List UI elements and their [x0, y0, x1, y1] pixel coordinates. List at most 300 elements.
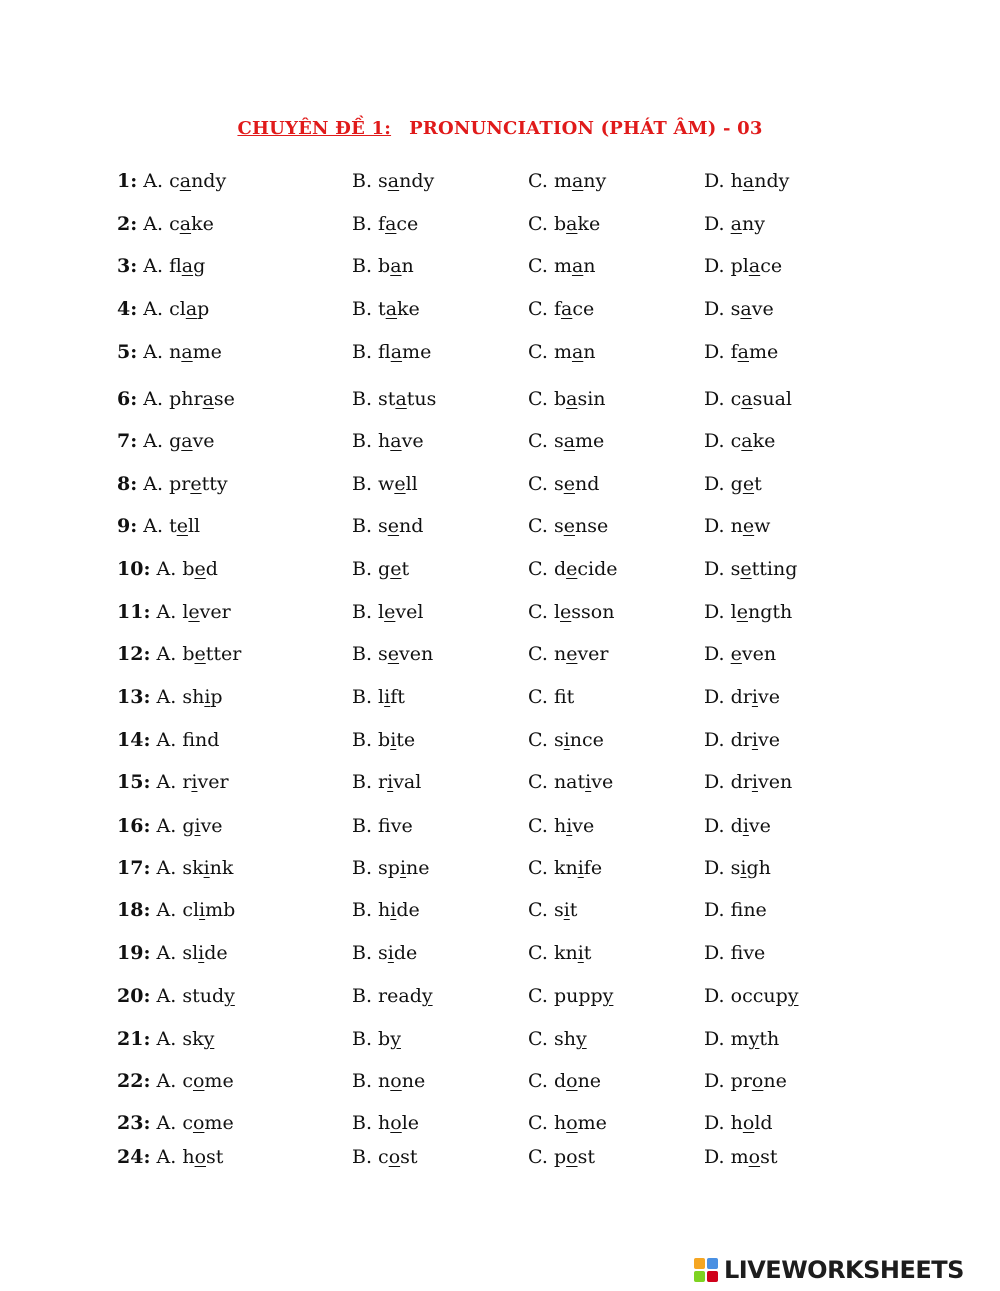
option-c[interactable]	[528, 686, 574, 708]
underlined-letter: a	[560, 298, 573, 320]
word-part: vel	[395, 601, 424, 623]
option-c[interactable]	[528, 473, 599, 495]
underlined-letter: a	[390, 341, 403, 363]
word-part: A. c	[143, 170, 180, 192]
option-d[interactable]	[704, 686, 780, 708]
underlined-letter: e	[566, 643, 578, 665]
option-d[interactable]	[704, 643, 776, 665]
word-part: B. sp	[352, 857, 400, 879]
word-part: D. pl	[704, 255, 749, 277]
underlined-letter: a	[202, 388, 214, 410]
word-part: C. d	[528, 1070, 567, 1092]
underlined-letter: a	[181, 341, 193, 363]
option-a[interactable]	[117, 857, 233, 879]
word-part: ne	[401, 1070, 426, 1092]
option-d[interactable]	[704, 213, 765, 235]
word-part: B. c	[352, 1146, 389, 1168]
option-d[interactable]	[704, 1028, 779, 1050]
word-part: D. s	[704, 558, 741, 580]
word-part: p	[197, 298, 210, 320]
option-a[interactable]	[117, 1028, 214, 1050]
option-d[interactable]	[704, 558, 797, 580]
underlined-letter: y	[787, 985, 799, 1007]
word-part: C. d	[528, 558, 567, 580]
word-part: D. l	[704, 601, 737, 623]
option-d[interactable]	[704, 1146, 778, 1168]
option-a[interactable]	[117, 1070, 234, 1092]
question-row	[0, 515, 1000, 545]
option-d[interactable]	[704, 430, 775, 452]
option-b[interactable]	[352, 1028, 401, 1050]
word-part: D. s	[704, 298, 741, 320]
option-d[interactable]	[704, 388, 792, 410]
word-part: me	[204, 1112, 234, 1134]
option-c[interactable]	[528, 857, 602, 879]
option-d[interactable]	[704, 298, 774, 320]
option-a[interactable]	[117, 213, 214, 235]
title-main: PRONUNCIATION (PHÁT ÂM) - 03	[409, 118, 763, 139]
word-part: D. d	[704, 815, 743, 837]
option-a[interactable]	[117, 558, 218, 580]
underlined-letter: e	[188, 601, 200, 623]
option-c[interactable]	[528, 558, 617, 580]
word-part: ce	[572, 298, 595, 320]
word-part: A. sl	[156, 942, 199, 964]
question-number: 24:	[117, 1146, 151, 1168]
question-row	[0, 341, 1000, 371]
option-d[interactable]	[704, 1070, 787, 1092]
word-part: B. h	[352, 899, 391, 921]
word-part: A. l	[156, 601, 189, 623]
underlined-letter: i	[751, 729, 758, 751]
underlined-letter: i	[199, 899, 206, 921]
option-c[interactable]	[528, 298, 594, 320]
word-part: tter	[205, 643, 242, 665]
option-a[interactable]	[117, 815, 223, 837]
word-part: A. c	[143, 213, 180, 235]
word-part: mb	[205, 899, 236, 921]
option-a[interactable]	[117, 1146, 223, 1168]
option-c[interactable]	[528, 815, 594, 837]
underlined-letter: a	[390, 255, 402, 277]
option-a[interactable]	[117, 899, 235, 921]
option-c[interactable]	[528, 643, 609, 665]
question-number: 9:	[117, 515, 138, 537]
word-part: ce	[396, 213, 419, 235]
word-part: ke	[752, 430, 776, 452]
word-part: C. s	[528, 473, 564, 495]
word-part: A. sh	[156, 686, 205, 708]
option-d[interactable]	[704, 942, 765, 964]
underlined-letter: a	[740, 298, 752, 320]
underlined-letter: i	[204, 686, 211, 708]
word-part: ne	[577, 1070, 602, 1092]
word-part: D. h	[704, 1112, 743, 1134]
option-b[interactable]	[352, 1070, 425, 1092]
underlined-letter: i	[563, 729, 570, 751]
option-b[interactable]	[352, 729, 415, 751]
word-part: D. dr	[704, 729, 752, 751]
word-part: D. f	[704, 899, 744, 921]
option-c[interactable]	[528, 942, 591, 964]
underlined-letter: i	[563, 899, 570, 921]
option-d[interactable]	[704, 341, 778, 363]
word-part: gh	[746, 857, 771, 879]
option-b[interactable]	[352, 298, 420, 320]
option-c[interactable]	[528, 515, 608, 537]
option-b[interactable]	[352, 815, 413, 837]
option-b[interactable]	[352, 643, 433, 665]
word-part: A. cl	[143, 298, 186, 320]
underlined-letter: e	[730, 643, 742, 665]
question-number: 1:	[117, 170, 138, 192]
word-part: t	[566, 686, 575, 708]
word-part: C. f	[528, 298, 561, 320]
underlined-letter: y	[390, 1028, 401, 1050]
page-title	[0, 118, 1000, 139]
underlined-letter: i	[399, 857, 407, 879]
word-part: nce	[569, 729, 604, 751]
word-part: B. t	[352, 298, 386, 320]
option-a[interactable]	[117, 1112, 234, 1134]
underlined-letter: a	[181, 255, 194, 277]
word-part: ve	[390, 815, 413, 837]
option-c[interactable]	[528, 771, 613, 793]
word-part: A. b	[156, 643, 195, 665]
option-d[interactable]	[704, 815, 771, 837]
option-b[interactable]	[352, 213, 418, 235]
question-row	[0, 601, 1000, 631]
underlined-letter: i	[390, 729, 397, 751]
option-a[interactable]	[117, 515, 200, 537]
word-part: me	[577, 1112, 607, 1134]
option-c[interactable]	[528, 985, 613, 1007]
logo-block	[694, 1271, 705, 1282]
option-a[interactable]	[117, 686, 223, 708]
option-b[interactable]	[352, 255, 414, 277]
underlined-letter: i	[566, 815, 573, 837]
word-part: B. h	[352, 1112, 391, 1134]
underlined-letter: i	[751, 686, 758, 708]
underlined-letter: a	[571, 341, 584, 363]
underlined-letter: y	[602, 985, 614, 1007]
word-part: d	[205, 558, 218, 580]
option-c[interactable]	[528, 430, 604, 452]
underlined-letter: e	[387, 515, 400, 537]
underlined-letter: i	[577, 942, 584, 964]
option-d[interactable]	[704, 899, 767, 921]
option-b[interactable]	[352, 515, 423, 537]
title-prefix: CHUYÊN ĐỀ 1:	[237, 118, 392, 139]
question-number: 8:	[117, 473, 138, 495]
word-part: ke	[577, 213, 601, 235]
word-part: ver	[577, 643, 609, 665]
word-part: B. s	[352, 170, 388, 192]
option-a[interactable]	[117, 298, 209, 320]
option-d[interactable]	[704, 729, 780, 751]
option-b[interactable]	[352, 170, 434, 192]
option-c[interactable]	[528, 1112, 607, 1134]
option-a[interactable]	[117, 255, 205, 277]
option-b[interactable]	[352, 899, 420, 921]
option-c[interactable]	[528, 1146, 595, 1168]
word-part: ve	[401, 430, 424, 452]
option-b[interactable]	[352, 341, 431, 363]
underlined-letter: a	[566, 388, 578, 410]
option-d[interactable]	[704, 857, 771, 879]
word-part: ve	[757, 686, 780, 708]
word-part: A. c	[156, 1070, 193, 1092]
logo-blocks-icon	[694, 1258, 720, 1284]
word-part: st	[400, 1146, 418, 1168]
underlined-letter: o	[751, 1070, 764, 1092]
option-c[interactable]	[528, 601, 614, 623]
word-part: C. h	[528, 815, 567, 837]
underlined-letter: a	[387, 170, 400, 192]
underlined-letter: o	[192, 1070, 205, 1092]
word-part: A. g	[156, 815, 195, 837]
option-b[interactable]	[352, 985, 433, 1007]
option-a[interactable]	[117, 601, 231, 623]
word-part: fe	[583, 857, 603, 879]
option-a[interactable]	[117, 473, 228, 495]
option-b[interactable]	[352, 771, 421, 793]
word-part: A. f	[156, 729, 195, 751]
question-row	[0, 815, 1000, 845]
word-part: me	[204, 1070, 234, 1092]
underlined-letter: e	[384, 601, 396, 623]
option-d[interactable]	[704, 170, 789, 192]
word-part: g	[193, 255, 206, 277]
word-part: B. b	[352, 255, 391, 277]
option-b[interactable]	[352, 430, 424, 452]
word-part: ke	[397, 298, 420, 320]
word-part: D. dr	[704, 771, 752, 793]
option-a[interactable]	[117, 170, 226, 192]
word-part: ndy	[754, 170, 790, 192]
underlined-letter: o	[390, 1070, 402, 1092]
word-part: A. phr	[143, 388, 203, 410]
question-number: 15:	[117, 771, 151, 793]
word-part: D.	[704, 213, 731, 235]
question-row	[0, 643, 1000, 673]
word-part: C. kn	[528, 857, 578, 879]
question-row	[0, 771, 1000, 801]
word-part: p	[210, 686, 223, 708]
question-number: 6:	[117, 388, 138, 410]
word-part: C. b	[528, 388, 567, 410]
word-part: ft	[390, 686, 405, 708]
word-part: ny	[741, 213, 765, 235]
question-number: 7:	[117, 430, 138, 452]
word-part: ven	[399, 643, 434, 665]
option-c[interactable]	[528, 899, 577, 921]
word-part: ve	[743, 942, 766, 964]
word-part: B. s	[352, 643, 388, 665]
question-row	[0, 170, 1000, 200]
word-part: de	[393, 942, 418, 964]
option-c[interactable]	[528, 341, 596, 363]
word-part: t	[583, 942, 592, 964]
word-part: D. f	[704, 942, 744, 964]
option-a[interactable]	[117, 430, 215, 452]
underlined-letter: y	[203, 1028, 215, 1050]
question-number: 5:	[117, 341, 138, 363]
underlined-letter: a	[179, 213, 192, 235]
word-part: C. p	[528, 1146, 567, 1168]
logo-block	[694, 1258, 705, 1269]
word-part: ce	[760, 255, 783, 277]
option-c[interactable]	[528, 1070, 601, 1092]
word-part: ve	[748, 815, 771, 837]
option-b[interactable]	[352, 601, 423, 623]
underlined-letter: o	[742, 1112, 755, 1134]
word-part: B. g	[352, 558, 391, 580]
option-b[interactable]	[352, 857, 430, 879]
word-part: D. c	[704, 388, 742, 410]
option-c[interactable]	[528, 729, 604, 751]
question-row	[0, 686, 1000, 716]
word-part: ld	[754, 1112, 773, 1134]
word-part: se	[213, 388, 235, 410]
word-part: C. l	[528, 601, 561, 623]
underlined-letter: o	[192, 1112, 205, 1134]
option-d[interactable]	[704, 771, 792, 793]
word-part: D. m	[704, 1028, 749, 1050]
underlined-letter: i	[577, 857, 584, 879]
option-d[interactable]	[704, 601, 792, 623]
question-row	[0, 985, 1000, 1015]
word-part: A. r	[156, 771, 192, 793]
word-part: tting	[751, 558, 798, 580]
word-part: B. h	[352, 430, 391, 452]
word-part: C. m	[528, 170, 572, 192]
word-part: cide	[577, 558, 618, 580]
word-part: st	[760, 1146, 778, 1168]
underlined-letter: o	[388, 1146, 401, 1168]
option-b[interactable]	[352, 473, 418, 495]
question-number: 23:	[117, 1112, 151, 1134]
question-row	[0, 857, 1000, 887]
option-a[interactable]	[117, 388, 235, 410]
word-part: n	[401, 255, 414, 277]
underlined-letter: e	[194, 643, 206, 665]
word-part: A. cl	[156, 899, 200, 921]
word-part: B. r	[352, 771, 388, 793]
option-d[interactable]	[704, 515, 770, 537]
word-part: B. f	[352, 815, 391, 837]
underlined-letter: i	[203, 857, 210, 879]
option-c[interactable]	[528, 170, 606, 192]
word-part: D. pr	[704, 1070, 752, 1092]
underlined-letter: a	[563, 430, 576, 452]
underlined-letter: a	[395, 388, 407, 410]
option-b[interactable]	[352, 1146, 418, 1168]
question-row	[0, 473, 1000, 503]
word-part: B. b	[352, 729, 391, 751]
underlined-letter: a	[730, 213, 742, 235]
option-b[interactable]	[352, 942, 417, 964]
option-d[interactable]	[704, 255, 782, 277]
word-part: me	[402, 341, 432, 363]
underlined-letter: i	[384, 686, 391, 708]
underlined-letter: o	[566, 1146, 578, 1168]
word-part: ll	[187, 515, 201, 537]
word-part: B. l	[352, 601, 385, 623]
word-part: B. f	[352, 213, 386, 235]
word-part: D. s	[704, 857, 741, 879]
word-part: ndy	[399, 170, 435, 192]
option-a[interactable]	[117, 341, 222, 363]
word-part: B. n	[352, 1070, 391, 1092]
word-part: ke	[191, 213, 214, 235]
underlined-letter: e	[740, 558, 752, 580]
option-d[interactable]	[704, 985, 799, 1007]
word-part: ver	[197, 771, 229, 793]
word-part: C. s	[528, 430, 564, 452]
word-part: A. n	[143, 341, 182, 363]
option-b[interactable]	[352, 388, 436, 410]
question-number: 18:	[117, 899, 151, 921]
underlined-letter: i	[198, 942, 205, 964]
word-part: te	[396, 729, 416, 751]
underlined-letter: e	[176, 515, 188, 537]
option-a[interactable]	[117, 942, 228, 964]
underlined-letter: a	[571, 255, 584, 277]
option-d[interactable]	[704, 473, 762, 495]
word-part: C. m	[528, 341, 572, 363]
option-a[interactable]	[117, 985, 235, 1007]
word-part: nd	[399, 515, 424, 537]
option-c[interactable]	[528, 255, 596, 277]
option-a[interactable]	[117, 771, 229, 793]
word-part: C. f	[528, 686, 567, 708]
option-c[interactable]	[528, 388, 606, 410]
option-a[interactable]	[117, 643, 241, 665]
word-part: C. s	[528, 515, 564, 537]
question-number: 3:	[117, 255, 138, 277]
word-part: me	[575, 430, 605, 452]
word-part: tus	[406, 388, 437, 410]
question-row	[0, 942, 1000, 972]
word-part: ve	[200, 815, 223, 837]
question-number: 11:	[117, 601, 151, 623]
underlined-letter: i	[387, 771, 394, 793]
option-b[interactable]	[352, 1112, 419, 1134]
option-d[interactable]	[704, 1112, 773, 1134]
option-c[interactable]	[528, 1028, 587, 1050]
word-part: A. t	[143, 515, 177, 537]
option-a[interactable]	[117, 729, 219, 751]
logo-text: LIVEWORKSHEETS	[724, 1256, 964, 1284]
question-row	[0, 899, 1000, 929]
underlined-letter: e	[190, 473, 202, 495]
word-part: D. c	[704, 430, 742, 452]
option-c[interactable]	[528, 213, 600, 235]
word-part: C. h	[528, 1112, 567, 1134]
word-part: B. s	[352, 942, 388, 964]
underlined-letter: a	[390, 430, 402, 452]
word-part: A. fl	[143, 255, 182, 277]
word-part: st	[206, 1146, 224, 1168]
option-b[interactable]	[352, 558, 409, 580]
word-part: D. f	[704, 341, 738, 363]
option-b[interactable]	[352, 686, 405, 708]
word-part: A. c	[156, 1112, 193, 1134]
word-part: t	[401, 558, 410, 580]
underlined-letter: a	[741, 388, 753, 410]
word-part: B. s	[352, 515, 388, 537]
